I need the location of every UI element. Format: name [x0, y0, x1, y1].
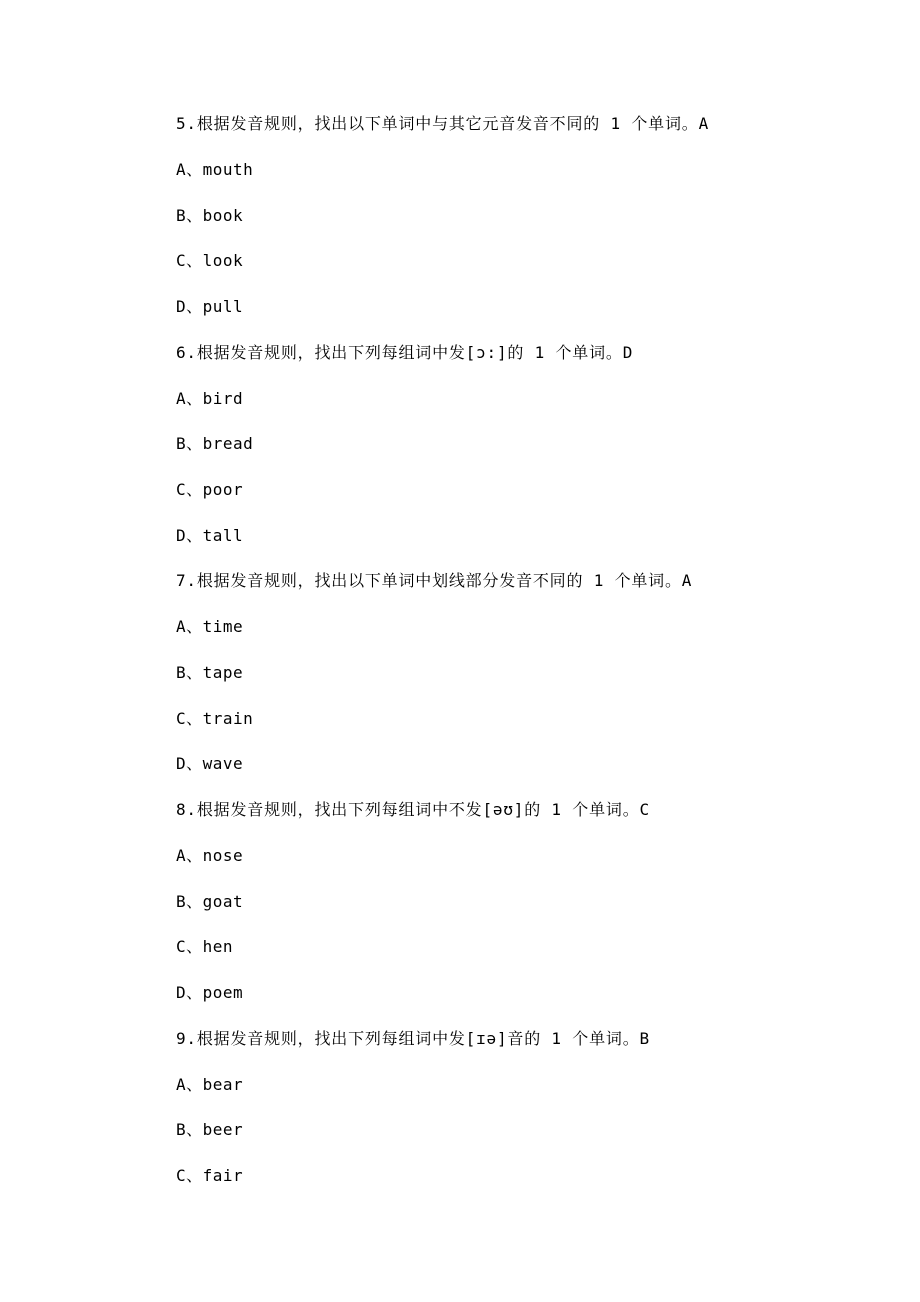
question-9-option-a: A、bear	[176, 1075, 244, 1094]
question-9-option-b: B、beer	[176, 1120, 244, 1139]
question-7-option-d: D、wave	[176, 754, 244, 773]
question-5-option-a: A、mouth	[176, 160, 254, 179]
question-5-prompt: 5.根据发音规则，找出以下单词中与其它元音发音不同的 1 个单词。A	[176, 114, 709, 133]
question-7-option-a: A、time	[176, 617, 244, 636]
question-6-option-b: B、bread	[176, 434, 254, 453]
question-9-prompt: 9.根据发音规则，找出下列每组词中发[ɪə]音的 1 个单词。B	[176, 1029, 650, 1048]
question-5-option-d: D、pull	[176, 297, 244, 316]
question-7-option-b: B、tape	[176, 663, 244, 682]
question-6-option-d: D、tall	[176, 526, 244, 545]
question-6-prompt: 6.根据发音规则，找出下列每组词中发[ɔ:]的 1 个单词。D	[176, 343, 634, 362]
question-8-prompt: 8.根据发音规则，找出下列每组词中不发[əʊ]的 1 个单词。C	[176, 800, 650, 819]
question-5-option-c: C、look	[176, 251, 244, 270]
question-6-option-a: A、bird	[176, 389, 244, 408]
question-7-option-c: C、train	[176, 709, 254, 728]
question-8-option-b: B、goat	[176, 892, 244, 911]
question-9-option-c: C、fair	[176, 1166, 244, 1185]
question-7-prompt: 7.根据发音规则，找出以下单词中划线部分发音不同的 1 个单词。A	[176, 571, 693, 590]
question-6-option-c: C、poor	[176, 480, 244, 499]
question-5-option-b: B、book	[176, 206, 244, 225]
question-8-option-c: C、hen	[176, 937, 234, 956]
question-8-option-d: D、poem	[176, 983, 244, 1002]
question-8-option-a: A、nose	[176, 846, 244, 865]
